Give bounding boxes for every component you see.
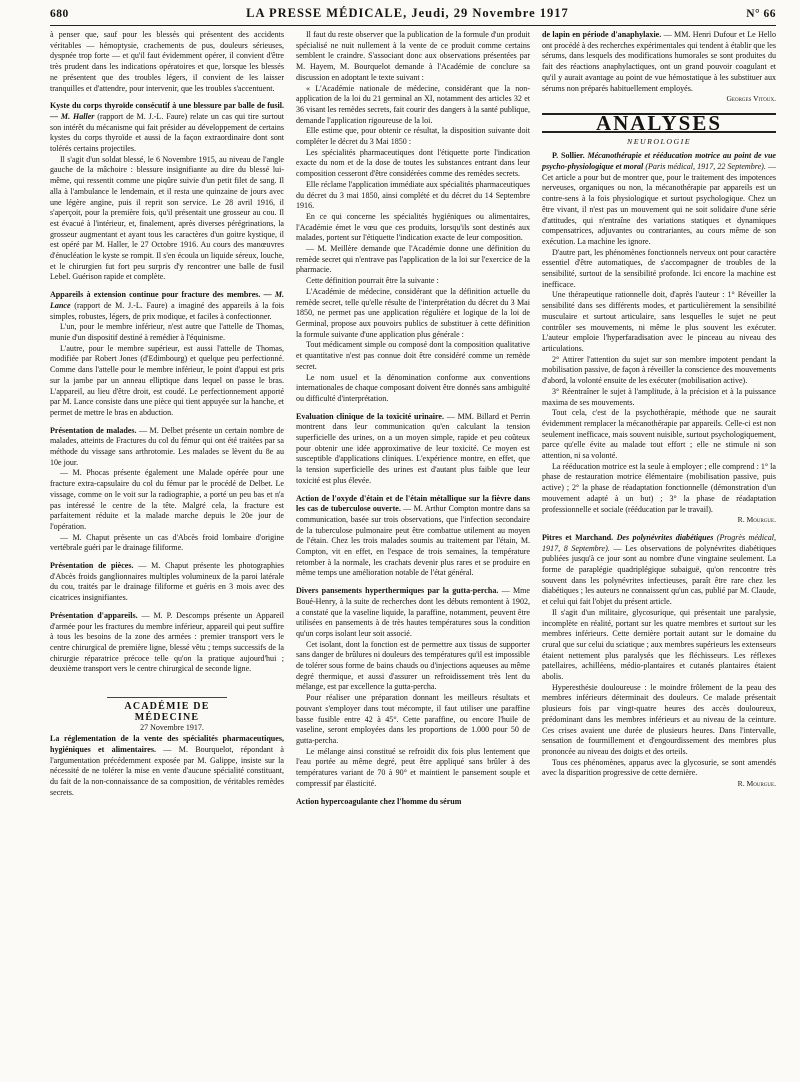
appareils-section bbox=[50, 290, 284, 322]
anaphylaxie-section bbox=[542, 30, 776, 94]
meillere-paragraph: — M. Meillère demande que l'Académie donne une définition du remède secret qui n'entrave pas l'application de la loi sur l'exercice de la pharmacie. bbox=[296, 244, 530, 275]
column-3 bbox=[542, 30, 776, 807]
sollier-paragraph-2: D'autre part, les phénomènes fonctionnels nerveux ont pour caractère essentiel d'être automatiques, de s'accompagner de troubles de la sensibilité, surtout de la sensibilité profonde. Ici encore la machine est inefficace. bbox=[542, 247, 776, 289]
divers-section bbox=[296, 586, 530, 640]
pieces-text: — M. Chaput présente les photographies d'Abcès froids ganglionnaires multiples volumineux de la paroi latérale du cou, traités par le drainage filiforme et guéris en 3 mois avec des cicatrices insignifiantes. bbox=[50, 561, 284, 603]
academie-date: 27 Novembre 1917. bbox=[140, 723, 204, 733]
bourquelot-paragraph-5: Elle réclame l'application immédiate aux spécialités pharmaceutiques du décret du 3 mai 1850, ainsi complété et du décret du 14 Septembre 1916. bbox=[296, 179, 530, 211]
page-header bbox=[50, 6, 776, 26]
pitres-reference: (Progrès médical, 1917, 8 Septembre). bbox=[542, 532, 776, 553]
kyste-title: Kyste du corps thyroïde consécutif à une blessure par balle de fusil. bbox=[50, 101, 284, 111]
academie-heading: ACADÉMIE DE MÉDECINE bbox=[107, 697, 227, 723]
evaluation-text: — MM. Billard et Perrin montrent dans leur communication qu'en calculant la tension superficielle des urines, on a un moyen simple, rapide et peu coûteux pour obtenir une idée approximative de leur toxicité. Ce moyen est susceptible d'applications cliniques. L'expérience montre, en effet, que la tension superficielle des urines est d'autant plus faible que leur toxicité est plus élevée. bbox=[296, 411, 530, 485]
pitres-title: Des polynévrites diabétiques bbox=[616, 532, 714, 542]
divers-paragraph-4: Le mélange ainsi constitué se refroidit dix fois plus lentement que l'eau portée au même degré, peut être appliqué sans brûler à des températures variant de 70 à 90° et maintient le pansement souple et compressif par élasticité. bbox=[296, 746, 530, 788]
evaluation-section bbox=[296, 412, 530, 487]
divers-title: Divers pansements hyperthermiques par la gutta-percha. bbox=[296, 586, 499, 596]
oxyde-text: — M. Arthur Compton montre dans sa communication, basée sur trois observations, que l'infection secondaire de la tuberculose pulmonaire peut être combattue utilement au moyen de l'étain. Chez les trois malades soumis au traitement par l'étain, M. Compton, vit en effet, en l'espace de trois semaines, la température retomber à la normale, les crachats devenir plus rares et se produire en même temps une amélioration notable de l'état général. bbox=[296, 504, 530, 578]
sollier-paragraph-6: Tout cela, c'est de la psychothérapie, méthode que ne saurait évidemment remplacer la mécanothérapie par appareils. Celle-ci est non seulement inefficace, mais souvent nuisible, surtout psychologiquement, parce qu'elle évite au malade tout effort ; elle ne stimule ni son attention, ni sa volonté. bbox=[542, 408, 776, 461]
meillere-paragraph-5: Le nom usuel et la dénomination conforme aux conventions internationales de chaque composant doivent être donnés sans ambiguïté ou difficulté d'interprétation. bbox=[296, 372, 530, 403]
pitres-text: — Les observations de polynévrites diabétiques publiées jusqu'à ce jour sont au nombre d'une vingtaine seulement. La forme de paraplégie quadriplégique subaiguë, qu'on rencontre très souvent dans les polynévrites infectieuses, paraît être rare chez les diabétiques ; les auteurs ne connaissent qu'un cas, publié par M. Claude, et celui qui fait l'objet du présent article. bbox=[542, 543, 777, 607]
intro-paragraph: à penser que, sauf pour les blessés qui présentent des accidents véritables — hémoptysie, crachements de pus, douleurs sérieuses, dyspnée trop forte — et qu'il faut évidemment opérer, il convient d'être très prudent dans les indications opératoires et que, lorsque les blessés ne présentent que des troubles légers, il convient de les laisser tranquilles et d'attendre, pour intervenir, que les troubles s'accentuent. bbox=[50, 30, 284, 93]
bourquelot-paragraph-2: « L'Académie nationale de médecine, considérant que la non-application de la loi du 21 germinal an XI, notamment des articles 32 et 36 visant les remèdes secrets, fait courir des dangers à la santé publique, demande l'application rigoureuse de la loi. bbox=[296, 83, 530, 125]
pitres-paragraph-4: Tous ces phénomènes, apparus avec la glycosurie, se sont amendés avec la disparition progressive de cette dernière. bbox=[542, 757, 776, 778]
pitres-section bbox=[542, 533, 776, 608]
divers-paragraph-3: Pour réaliser une préparation donnant les meilleurs résultats et pouvant s'employer dans tout mécompte, il faut utiliser une paraffine basse fusible entre 42 à 45°. Cette paraffine, ou encore l'huile de vaseline, seront employées dans les proportions de 1.000 pour 50 de gutta-percha. bbox=[296, 693, 530, 745]
kyste-author: — M. Haller bbox=[50, 111, 95, 121]
signature-vitoux: Georges Vitoux. bbox=[726, 94, 776, 104]
malades-text: — M. Delbet présente un certain nombre de malades, atteints de Fractures du col du fémur qui ont été traitées par sa méthode du vissage sans arthrotomie. Les malades se lèvent du 8e au 10e jour. bbox=[50, 425, 284, 467]
oxyde-section bbox=[296, 494, 530, 580]
oxyde-title: Action de l'oxyde d'étain et de l'étain métallique sur la fièvre dans les cas de tuberculose ouverte. bbox=[296, 493, 530, 514]
columns bbox=[50, 30, 776, 807]
sollier-reference: (Paris médical, 1917, 22 Septembre). bbox=[645, 162, 766, 172]
kyste-text: (rapport de M. J.-L. Faure) relate un cas qui tire surtout son intérêt du mécanisme qui fait présider au développement de certains kystes du corps thyroïde et aussi de la façon extraordinaire dont sont tolérés certains projectiles. bbox=[50, 111, 284, 154]
pieces-section bbox=[50, 561, 284, 604]
sollier-paragraph-7: La rééducation motrice est la seule à employer ; elle comprend : 1° la phase de restauration motrice élémentaire (mobilisation passive, puis active) ; 2° la phase de réadaptation fonctionnelle (démonstration d'un mouvement adapté à un but) ; 3° la phase de réadaptation professionnelle et sociale (rééducation par le travail). bbox=[542, 461, 776, 514]
meillere-paragraph-4: Tout médicament simple ou composé dont la composition qualitative et quantitative n'est pas connue doit être considéré comme un remède secret. bbox=[296, 340, 530, 371]
kyste-paragraph-2: Il s'agit d'un soldat blessé, le 6 Novembre 1915, au niveau de l'angle gauche de la mâchoire : blessure insignifiante au dire du blessé lui-même, qui ressentit comme une piqûre suivie d'un petit filet de sang. Il alla à l'ambulance le lendemain, et il resta une quinzaine de jours avec une légère angine, puis il reprit son service. Le 28 avril 1916, il s'aperçoit, pour la première fois, qu'il présentait une grosseur au cou. Il est évacué à l'intérieur, et, finalement, après diverses pérégrinations, la grosseur augmentant et ayant tous les caractères d'un goitre kystique, il est opéré par M. Haller, le 27 Octobre 1916. Au cours des manœuvres d'énucléation le kyste se rompit. Il s'en écoula un liquide séreux, louche, et le chirurgien fut fort peu surpris d'y rencontrer une balle de fusil Lebel. Guérison rapide et complète. bbox=[50, 154, 284, 282]
issue-number: N° 66 bbox=[746, 8, 776, 20]
evaluation-title: Evaluation clinique de la toxicité urinaire. bbox=[296, 411, 444, 421]
presentation-appareils-section bbox=[50, 611, 284, 675]
appareils-author: — M. Lance bbox=[50, 290, 285, 310]
presentation-appareils-title: Présentation d'appareils. bbox=[50, 610, 138, 620]
column-1 bbox=[50, 30, 284, 807]
signature-mourgue-2: R. Mourgue. bbox=[737, 779, 776, 789]
appareils-title: Appareils à extension continue pour fracture des membres. bbox=[50, 290, 261, 300]
neurologie-heading: NEUROLOGIE bbox=[627, 136, 691, 146]
meillere-paragraph-2: Cette définition pourrait être la suivante : bbox=[306, 276, 439, 286]
chaput-paragraph: — M. Chaput présente un cas d'Abcès froid lombaire d'origine vertébrale guéri par le drainage filiforme. bbox=[50, 532, 284, 553]
sollier-section bbox=[542, 151, 776, 247]
sollier-paragraph-5: 3° Réentraîner le sujet à l'amplitude, à la précision et à la puissance maxima de ses mouvements. bbox=[542, 386, 776, 407]
phocas-paragraph: — M. Phocas présente également une Malade opérée pour une fracture extra-capsulaire du col du fémur par le procédé de Delbet. Le vissage, comme on le voit sur la radiographie, a porté un peu bas et n'a pas intéressé le centre de la tête. Malgré cela, la fracture est parfaitement réduite et la malade marche depuis le 20e jour de l'opération. bbox=[50, 468, 284, 531]
meillere-paragraph-3: L'Académie de médecine, considérant que la définition actuelle du remède secret, telle qu'elle résulte de l'interprétation du décret du 3 Mai 1850, ne permet pas une application régulière et logique de la loi de Germinal, propose aux pouvoirs publics de substituer à cette définition la formule suivante d'une application plus générale : bbox=[296, 286, 530, 339]
page-number: 680 bbox=[50, 8, 69, 20]
malades-section bbox=[50, 426, 284, 469]
column-2 bbox=[296, 30, 530, 807]
sollier-text: — Cet article a pour but de montrer que, pour le traitement des impotences nerveuses, organiques ou non, la mécanothérapie par appareils est un contre-sens à la fois physiologique et surtout psychologique. Chez un être vivant, il n'est pas un mouvement qui ne soit solidaire d'une série d'attitudes, qui n'entraîne des variations statiques et dynamiques compensatrices, adjuvantes ou contrariantes, au cours même de son exécution. La machine les ignore. bbox=[542, 162, 777, 246]
pitres-paragraph-2: Il s'agit d'un militaire, glycosurique, qui présentait une paralysie, incomplète en réalité, portant sur les quatre membres et surtout sur les membres inférieurs. Cette dernière portait autant sur le domaine du crural que sur celui du sciatique ; aux membres supérieurs les extenseurs étaient nettement plus paralysés que les fléchisseurs. Les réflexes patellaires, achilléens, médio-plantaires et cutanés plantaires étaient abolis. bbox=[542, 607, 776, 682]
presentation-appareils-text: — M. P. Descomps présente un Appareil d'armée pour les fractures du membre inférieur, appareil qui peut suffire à tous les besoins de la zone des armées : premier transport vers le centre chirurgical de première ligne, blessé vêtu ; temps successifs de la chirurgie réparatrice précoce telle qu'on la pratique aujourd'hui ; deuxième transport vers le centre chirurgical de seconde ligne. bbox=[50, 610, 285, 674]
kyste-section bbox=[50, 101, 284, 155]
journal-title: LA PRESSE MÉDICALE, Jeudi, 29 Novembre 1917 bbox=[246, 6, 569, 20]
sollier-author: P. Sollier. bbox=[552, 151, 585, 161]
bourquelot-paragraph-4: Les spécialités pharmaceutiques dont l'étiquette porte l'indication exacte du nom et de la dose de toutes les substances entrant dans leur composition cesseront d'être considérées comme des remèdes secrets. bbox=[296, 147, 530, 179]
reglementation-text: — M. Bourquelot, répondant à l'argumentation précédemment exposée par M. Galippe, insiste sur la nécessité de ne tolérer la mise en vente d'aucune spécialité constituant, du fait de la non-connaissance de sa composition, de véritables remèdes secrets. bbox=[50, 744, 285, 797]
appareils-text: (rapport de M. J.-L. Faure) a imaginé des appareils à la fois simples, robustes, légers, de prix modique, et faciles à confectionner. bbox=[50, 300, 284, 321]
divers-text: — Mme Boué-Henry, à la suite de recherches dont les débuts remontent à 1902, a constaté que la vaseline liquide, la paraffine, notamment, peuvent être utilisées en pansements à de très hautes températures sous la condition qu'un corps isolant leur soit associé. bbox=[296, 586, 530, 638]
reglementation-section bbox=[50, 734, 284, 798]
divers-paragraph-2: Cet isolant, dont la fonction est de permettre aux tissus de supporter sans danger de brûlures ni douleurs des températures qu'il est impossible de tolérer sous forme de bains chauds ou d'injections aqueuses au même degré thermique, et aussi d'assurer un refroidissement très lent du mélange, est par excellence la gutta-percha. bbox=[296, 639, 530, 692]
malades-title: Présentation de malades. bbox=[50, 425, 137, 435]
sollier-paragraph-3: Une thérapeutique rationnelle doit, d'après l'auteur : 1° Réveiller la sensibilité dans ses différents modes, et particulièrement la sensibilité musculaire et surtout articulaire, sans lesquelles le sujet ne peut contrôler ses mouvements, ni même le plus souvent les exécuter. L'auteur emploie l'hyperfaradisation avec le pinceau au niveau des articulations. bbox=[542, 290, 776, 353]
bourquelot-paragraph-3: Elle estime que, pour obtenir ce résultat, la disposition suivante doit compléter le décret du 3 Mai 1850 : bbox=[296, 126, 530, 147]
sollier-paragraph-4: 2° Attirer l'attention du sujet sur son membre impotent pendant la mobilisation passive, de façon à réveiller la conscience des mouvements d'abord, la volonté ensuite de les exécuter (mobilisation active). bbox=[542, 354, 776, 386]
pitres-paragraph-3: Hyperesthésie douloureuse : le moindre frôlement de la peau des membres inférieurs déterminait des douleurs. Ce malade présentait plusieurs fois par vingt-quatre heures des accès douloureux, prédominant dans les membres inférieurs et au niveau de la ceinture. Ces crises avaient une durée de plusieurs heures. Dans l'intervalle, sensation de fourmillement et d'engourdissement des membres plus prononcée au niveau des doigts et des orteils. bbox=[542, 682, 776, 756]
pieces-title: Présentation de pièces. bbox=[50, 561, 134, 571]
pitres-author: Pitres et Marchand. bbox=[542, 532, 614, 542]
appareils-paragraph-3: L'autre, pour le membre supérieur, est aussi l'attelle de Thomas, modifiée par Robert Jones (d'Edimbourg) et quelque peu perfectionné. Comme dans l'attelle pour le membre inférieur, le point d'appui est pris sur la jambe par un anneau elliptique dans lequel on passe le bras. L'appareil, au lieu d'être droit, est coudé. Le perfectionnement apporté par M. Lance consiste dans une pièce qui tient appuyée sur la hanche, et permet de mettre le bras en abduction. bbox=[50, 343, 284, 417]
analyses-heading: ANALYSES bbox=[542, 113, 776, 133]
anaphylaxie-text: — MM. Henri Dufour et Le Hello ont procédé à des recherches expérimentales qui tendent à établir que les sérums, dans lesquels des modifications humorales se sont produites du fait des réactions anaphylactiques, ont un grand pouvoir coagulant et qu'il y aurait avantage au point de vue hémostatique à les substituer aux sérums non préparés habituellement employés. bbox=[542, 30, 776, 93]
signature-mourgue-1: R. Mourgue. bbox=[737, 515, 776, 525]
bourquelot-paragraph-6: En ce qui concerne les spécialités hygiéniques ou alimentaires, l'Académie émet le vœu que ces produits, lorsqu'ils sont destinés aux malades, portent sur l'étiquette l'indication exacte de leur composition. bbox=[296, 211, 530, 243]
reglementation-title: La réglementation de la vente des spécialités pharmaceutiques, hygiéniques et alimentaires. bbox=[50, 734, 284, 754]
appareils-paragraph-2: L'un, pour le membre inférieur, n'est autre que l'attelle de Thomas, munie d'un dispositif destiné à remédier à l'équinisme. bbox=[50, 322, 284, 342]
sollier-title: Mécanothérapie et rééducation motrice au point de vue psycho-physiologique et moral bbox=[542, 151, 777, 172]
anaphylaxie-title: de lapin en période d'anaphylaxie. bbox=[542, 30, 662, 39]
hypercoagulante-title: Action hypercoagulante chez l'homme du sérum bbox=[296, 796, 462, 806]
bourquelot-paragraph-1: Il faut du reste observer que la publication de la formule d'un produit spécialisé ne nuit nullement à la vente de ce produit comme certains semblent le craindre. S'associant donc aux observations présentées par M. Hayem, M. Bourquelot demande à l'Académie de conclure sa discussion en adoptant le texte suivant : bbox=[296, 30, 530, 82]
